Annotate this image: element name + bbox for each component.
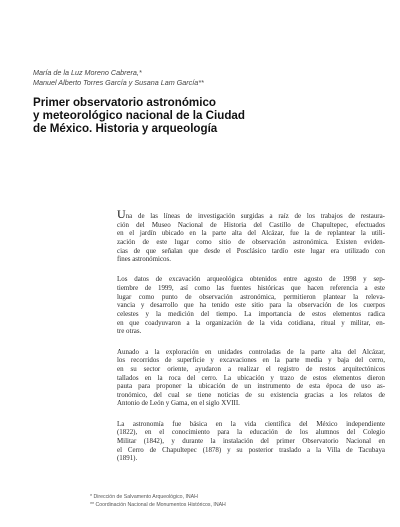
article-title: [33, 96, 373, 135]
body-line: Los datos de excavación arqueológica obtenidos entre agosto de 1998 y sep-: [117, 275, 385, 284]
body-line: celestes y la medición del tiempo. La importancia de estos elementos radica: [117, 310, 385, 319]
title-line: y meteorológico nacional de la Ciudad: [33, 109, 245, 122]
body-line: ción del Museo Nacional de Historia del Castillo de Chapultepec, efectuados: [117, 220, 385, 229]
footnote: * Dirección de Salvamento Arqueológico, INAH: [90, 494, 198, 500]
paragraph: [117, 348, 385, 409]
body-line: Antonio de León y Gama, en el siglo XVIII.: [117, 399, 240, 408]
body-line: en que coadyuvaron a la organización de la vida cotidiana, ritual y militar, en-: [117, 318, 385, 327]
body-line: (1891).: [117, 454, 138, 463]
body-line: los recorridos de superficie y excavaciones en la parte media y baja del cerro,: [117, 356, 385, 365]
drop-cap: U: [117, 207, 126, 221]
body-line: vancia y desarrollo que ha tenido este sitio para la observación de los cuerpos: [117, 301, 385, 310]
author-line: María de la Luz Moreno Cabrera,*: [33, 68, 142, 77]
body-line: tronómico, del cual se tiene noticias de su existencia gracias a los relatos de: [117, 390, 385, 399]
footnotes: [90, 493, 226, 509]
body-line: (1822), en el conocimiento para la educación de los alumnos del Colegio: [117, 428, 385, 437]
authors-block: [33, 68, 204, 88]
title-line: Primer observatorio astronómico: [33, 96, 216, 109]
body-line: tallados en la roca del cerro. La ubicación y trazo de estos elementos dieron: [117, 373, 385, 382]
body-line: La astronomía fue básica en la vida científica del México independiente: [117, 419, 385, 428]
body-line: fines astronómicos.: [117, 255, 171, 264]
title-line: de México. Historia y arqueología: [33, 122, 218, 135]
body-line: zación de este lugar como sitio de observación astronómica. Existen eviden-: [117, 237, 385, 246]
body-line: tre otras.: [117, 327, 142, 336]
paragraph: [117, 420, 385, 463]
body-line: en su sector oriente, ayudaron a realizar el registro de restos arquitectónicos: [117, 364, 385, 373]
article-body: [117, 207, 385, 474]
body-line: tiembre de 1999, así como las fuentes históricas que hacen referencia a este: [117, 284, 385, 293]
body-line: cias de que señalan que desde el Posclásico tardío este lugar era utilizado con: [117, 246, 385, 255]
body-line: lugar como punto de observación astronómica, permitieron plantear la releva-: [117, 292, 385, 301]
body-line: pauta para proponer la ubicación de un instrumento de esta época de uso as-: [117, 382, 385, 391]
footnote: ** Coordinación Nacional de Monumentos Históricos, INAH: [90, 502, 226, 508]
author-line: Manuel Alberto Torres García y Susana Lam García**: [33, 78, 204, 87]
body-line: Aunado a la exploración en unidades controladas de la parte alta del Alcázar,: [117, 347, 385, 356]
body-line: Militar (1842), y durante la instalación del primer Observatorio Nacional en: [117, 436, 385, 445]
paragraph: [117, 207, 385, 264]
paragraph: [117, 275, 385, 336]
body-line: na de las líneas de investigación surgidas a raíz de los trabajos de restaura-: [125, 212, 385, 220]
body-line: en el jardín ubicado en la parte alta del Alcázar, fue la de replantear la utili-: [117, 229, 385, 238]
body-line: el Cerro de Chapultepec (1878) y su posterior traslado a la Villa de Tacubaya: [117, 445, 385, 454]
